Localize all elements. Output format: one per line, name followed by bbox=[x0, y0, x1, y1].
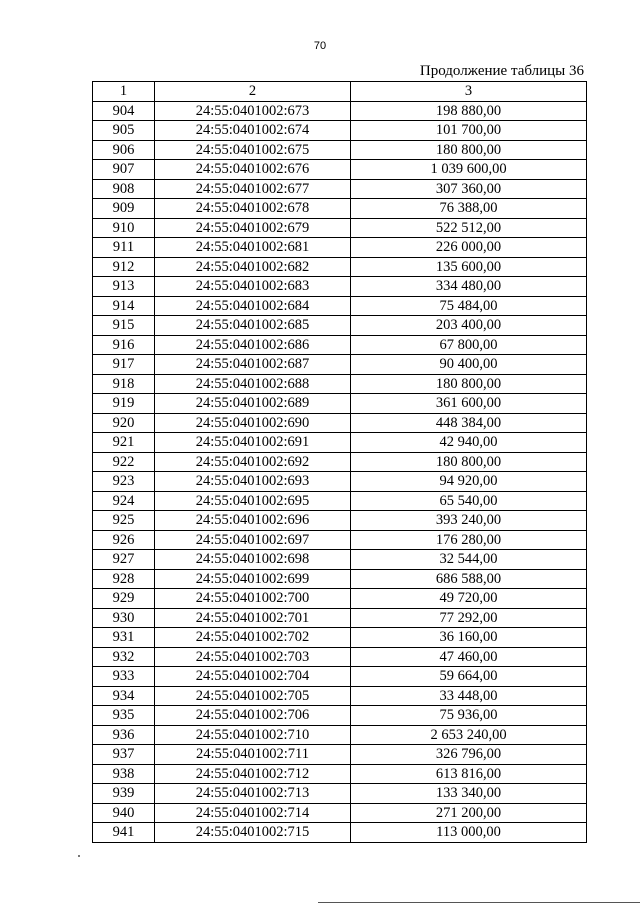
table-row bbox=[93, 179, 587, 199]
value-cell: 226 000,00 bbox=[351, 238, 587, 258]
cadastral-number-cell: 24:55:0401002:701 bbox=[155, 608, 351, 628]
row-number-cell: 939 bbox=[93, 784, 155, 804]
value-cell: 32 544,00 bbox=[351, 550, 587, 570]
table-row bbox=[93, 530, 587, 550]
row-number-cell: 938 bbox=[93, 764, 155, 784]
value-cell: 113 000,00 bbox=[351, 823, 587, 843]
row-number-cell: 926 bbox=[93, 530, 155, 550]
value-cell: 198 880,00 bbox=[351, 101, 587, 121]
row-number-cell: 941 bbox=[93, 823, 155, 843]
table-row bbox=[93, 413, 587, 433]
cadastral-number-cell: 24:55:0401002:696 bbox=[155, 511, 351, 531]
table-header-row bbox=[93, 82, 587, 102]
table-caption: Продолжение таблицы 36 bbox=[419, 63, 584, 79]
row-number-cell: 911 bbox=[93, 238, 155, 258]
row-number-cell: 928 bbox=[93, 569, 155, 589]
row-number-cell: 917 bbox=[93, 355, 155, 375]
table-row bbox=[93, 394, 587, 414]
row-number-cell: 914 bbox=[93, 296, 155, 316]
cadastral-number-cell: 24:55:0401002:704 bbox=[155, 667, 351, 687]
table-row bbox=[93, 608, 587, 628]
row-number-cell: 929 bbox=[93, 589, 155, 609]
table-row bbox=[93, 199, 587, 219]
value-cell: 67 800,00 bbox=[351, 335, 587, 355]
row-number-cell: 936 bbox=[93, 725, 155, 745]
row-number-cell: 916 bbox=[93, 335, 155, 355]
row-number-cell: 921 bbox=[93, 433, 155, 453]
cadastral-number-cell: 24:55:0401002:706 bbox=[155, 706, 351, 726]
cadastral-number-cell: 24:55:0401002:712 bbox=[155, 764, 351, 784]
value-cell: 75 936,00 bbox=[351, 706, 587, 726]
table-row bbox=[93, 316, 587, 336]
table-row bbox=[93, 725, 587, 745]
cadastral-number-cell: 24:55:0401002:683 bbox=[155, 277, 351, 297]
cadastral-number-cell: 24:55:0401002:691 bbox=[155, 433, 351, 453]
row-number-cell: 940 bbox=[93, 803, 155, 823]
cadastral-number-cell: 24:55:0401002:715 bbox=[155, 823, 351, 843]
value-cell: 2 653 240,00 bbox=[351, 725, 587, 745]
row-number-cell: 907 bbox=[93, 160, 155, 180]
table-row bbox=[93, 452, 587, 472]
table-row bbox=[93, 686, 587, 706]
cadastral-number-cell: 24:55:0401002:690 bbox=[155, 413, 351, 433]
table-row bbox=[93, 257, 587, 277]
cadastral-number-cell: 24:55:0401002:714 bbox=[155, 803, 351, 823]
row-number-cell: 937 bbox=[93, 745, 155, 765]
column-header-3: 3 bbox=[351, 82, 587, 102]
value-cell: 393 240,00 bbox=[351, 511, 587, 531]
value-cell: 307 360,00 bbox=[351, 179, 587, 199]
value-cell: 176 280,00 bbox=[351, 530, 587, 550]
row-number-cell: 912 bbox=[93, 257, 155, 277]
row-number-cell: 905 bbox=[93, 121, 155, 141]
cadastral-number-cell: 24:55:0401002:674 bbox=[155, 121, 351, 141]
value-cell: 448 384,00 bbox=[351, 413, 587, 433]
table-row bbox=[93, 491, 587, 511]
value-cell: 65 540,00 bbox=[351, 491, 587, 511]
table-row bbox=[93, 784, 587, 804]
cadastral-number-cell: 24:55:0401002:681 bbox=[155, 238, 351, 258]
cadastral-number-cell: 24:55:0401002:693 bbox=[155, 472, 351, 492]
table-row bbox=[93, 335, 587, 355]
table-row bbox=[93, 569, 587, 589]
table-body bbox=[93, 101, 587, 842]
table-row bbox=[93, 101, 587, 121]
row-number-cell: 925 bbox=[93, 511, 155, 531]
table-row bbox=[93, 511, 587, 531]
table-row bbox=[93, 277, 587, 297]
row-number-cell: 915 bbox=[93, 316, 155, 336]
value-cell: 75 484,00 bbox=[351, 296, 587, 316]
value-cell: 49 720,00 bbox=[351, 589, 587, 609]
row-number-cell: 909 bbox=[93, 199, 155, 219]
value-cell: 180 800,00 bbox=[351, 140, 587, 160]
table-row bbox=[93, 140, 587, 160]
cadastral-number-cell: 24:55:0401002:685 bbox=[155, 316, 351, 336]
value-cell: 76 388,00 bbox=[351, 199, 587, 219]
row-number-cell: 934 bbox=[93, 686, 155, 706]
cadastral-number-cell: 24:55:0401002:679 bbox=[155, 218, 351, 238]
table-row bbox=[93, 764, 587, 784]
cadastral-number-cell: 24:55:0401002:676 bbox=[155, 160, 351, 180]
cadastral-number-cell: 24:55:0401002:702 bbox=[155, 628, 351, 648]
table-row bbox=[93, 433, 587, 453]
row-number-cell: 908 bbox=[93, 179, 155, 199]
value-cell: 36 160,00 bbox=[351, 628, 587, 648]
table-row bbox=[93, 803, 587, 823]
column-header-2: 2 bbox=[155, 82, 351, 102]
table-row bbox=[93, 374, 587, 394]
row-number-cell: 927 bbox=[93, 550, 155, 570]
cadastral-number-cell: 24:55:0401002:713 bbox=[155, 784, 351, 804]
cadastral-number-cell: 24:55:0401002:678 bbox=[155, 199, 351, 219]
row-number-cell: 931 bbox=[93, 628, 155, 648]
row-number-cell: 933 bbox=[93, 667, 155, 687]
cadastral-number-cell: 24:55:0401002:705 bbox=[155, 686, 351, 706]
table-row bbox=[93, 355, 587, 375]
value-cell: 133 340,00 bbox=[351, 784, 587, 804]
table-row bbox=[93, 121, 587, 141]
cadastral-number-cell: 24:55:0401002:687 bbox=[155, 355, 351, 375]
cadastral-number-cell: 24:55:0401002:703 bbox=[155, 647, 351, 667]
value-cell: 77 292,00 bbox=[351, 608, 587, 628]
table-row bbox=[93, 160, 587, 180]
cadastral-number-cell: 24:55:0401002:677 bbox=[155, 179, 351, 199]
cadastral-number-cell: 24:55:0401002:675 bbox=[155, 140, 351, 160]
value-cell: 33 448,00 bbox=[351, 686, 587, 706]
table-row bbox=[93, 472, 587, 492]
value-cell: 135 600,00 bbox=[351, 257, 587, 277]
value-cell: 203 400,00 bbox=[351, 316, 587, 336]
table-row bbox=[93, 550, 587, 570]
value-cell: 94 920,00 bbox=[351, 472, 587, 492]
value-cell: 42 940,00 bbox=[351, 433, 587, 453]
table-row bbox=[93, 218, 587, 238]
value-cell: 180 800,00 bbox=[351, 452, 587, 472]
row-number-cell: 913 bbox=[93, 277, 155, 297]
cadastral-number-cell: 24:55:0401002:699 bbox=[155, 569, 351, 589]
value-cell: 326 796,00 bbox=[351, 745, 587, 765]
row-number-cell: 923 bbox=[93, 472, 155, 492]
row-number-cell: 918 bbox=[93, 374, 155, 394]
table-row bbox=[93, 628, 587, 648]
table-row bbox=[93, 706, 587, 726]
cadastral-number-cell: 24:55:0401002:697 bbox=[155, 530, 351, 550]
value-cell: 101 700,00 bbox=[351, 121, 587, 141]
value-cell: 686 588,00 bbox=[351, 569, 587, 589]
page-number: 70 bbox=[313, 40, 327, 52]
table-row bbox=[93, 647, 587, 667]
value-cell: 271 200,00 bbox=[351, 803, 587, 823]
row-number-cell: 924 bbox=[93, 491, 155, 511]
value-cell: 522 512,00 bbox=[351, 218, 587, 238]
cadastral-number-cell: 24:55:0401002:689 bbox=[155, 394, 351, 414]
cadastral-number-cell: 24:55:0401002:711 bbox=[155, 745, 351, 765]
table-row bbox=[93, 823, 587, 843]
value-cell: 47 460,00 bbox=[351, 647, 587, 667]
cadastral-number-cell: 24:55:0401002:688 bbox=[155, 374, 351, 394]
cadastral-number-cell: 24:55:0401002:700 bbox=[155, 589, 351, 609]
table-row bbox=[93, 667, 587, 687]
cadastral-number-cell: 24:55:0401002:710 bbox=[155, 725, 351, 745]
column-header-1: 1 bbox=[93, 82, 155, 102]
cadastral-number-cell: 24:55:0401002:673 bbox=[155, 101, 351, 121]
table-row bbox=[93, 745, 587, 765]
cadastral-number-cell: 24:55:0401002:686 bbox=[155, 335, 351, 355]
cadastral-number-cell: 24:55:0401002:692 bbox=[155, 452, 351, 472]
row-number-cell: 935 bbox=[93, 706, 155, 726]
table-row bbox=[93, 589, 587, 609]
bottom-rule bbox=[318, 902, 640, 903]
value-cell: 613 816,00 bbox=[351, 764, 587, 784]
table-row bbox=[93, 296, 587, 316]
scan-speck bbox=[78, 855, 80, 857]
cadastral-number-cell: 24:55:0401002:698 bbox=[155, 550, 351, 570]
row-number-cell: 922 bbox=[93, 452, 155, 472]
value-cell: 334 480,00 bbox=[351, 277, 587, 297]
row-number-cell: 932 bbox=[93, 647, 155, 667]
row-number-cell: 930 bbox=[93, 608, 155, 628]
value-cell: 90 400,00 bbox=[351, 355, 587, 375]
cadastral-number-cell: 24:55:0401002:695 bbox=[155, 491, 351, 511]
row-number-cell: 919 bbox=[93, 394, 155, 414]
value-cell: 1 039 600,00 bbox=[351, 160, 587, 180]
value-cell: 180 800,00 bbox=[351, 374, 587, 394]
value-cell: 59 664,00 bbox=[351, 667, 587, 687]
row-number-cell: 920 bbox=[93, 413, 155, 433]
value-cell: 361 600,00 bbox=[351, 394, 587, 414]
cadastral-number-cell: 24:55:0401002:682 bbox=[155, 257, 351, 277]
row-number-cell: 906 bbox=[93, 140, 155, 160]
cadastral-number-cell: 24:55:0401002:684 bbox=[155, 296, 351, 316]
table-row bbox=[93, 238, 587, 258]
data-table bbox=[92, 81, 587, 843]
row-number-cell: 904 bbox=[93, 101, 155, 121]
row-number-cell: 910 bbox=[93, 218, 155, 238]
